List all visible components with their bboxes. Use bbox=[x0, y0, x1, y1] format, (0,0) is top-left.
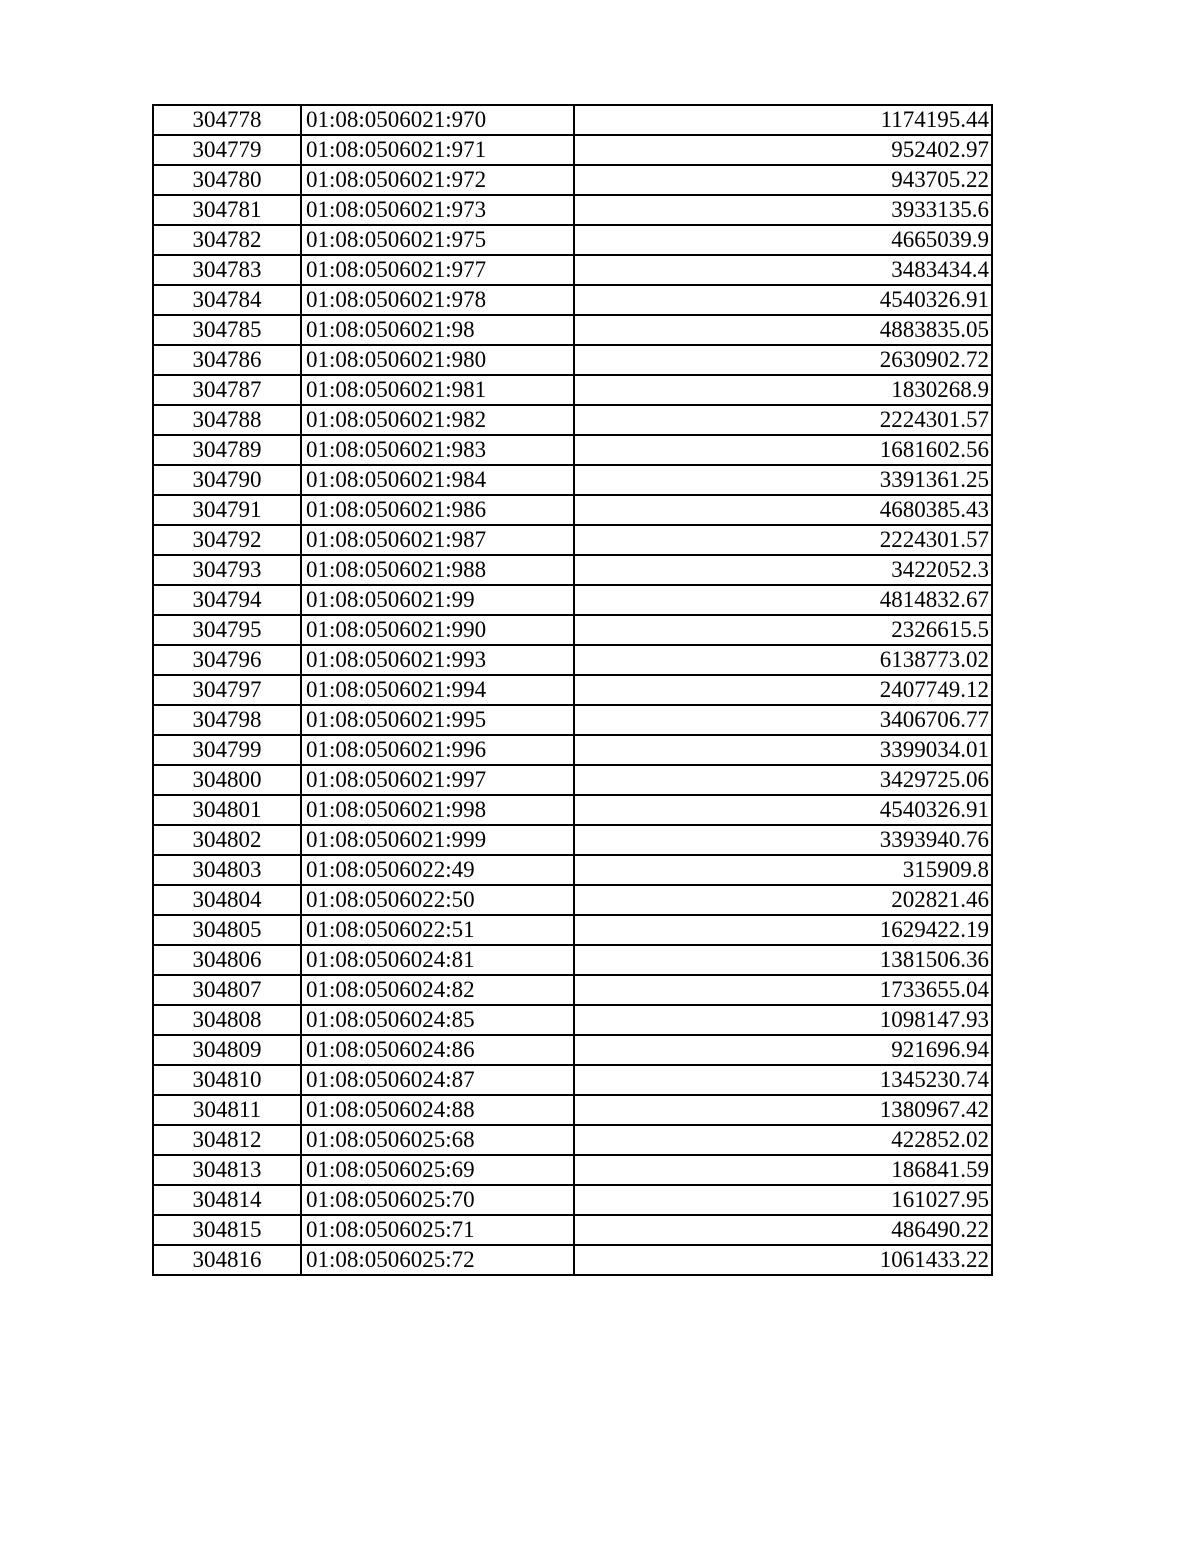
row-number-cell: 304804 bbox=[153, 885, 301, 915]
row-number-cell: 304786 bbox=[153, 345, 301, 375]
row-number-cell: 304784 bbox=[153, 285, 301, 315]
row-number-cell: 304812 bbox=[153, 1125, 301, 1155]
value-cell: 1381506.36 bbox=[574, 945, 992, 975]
table-row bbox=[153, 1005, 992, 1035]
cadastral-number-cell: 01:08:0506025:69 bbox=[301, 1155, 574, 1185]
value-cell: 1345230.74 bbox=[574, 1065, 992, 1095]
cadastral-number-cell: 01:08:0506024:82 bbox=[301, 975, 574, 1005]
value-cell: 1380967.42 bbox=[574, 1095, 992, 1125]
table-row bbox=[153, 1125, 992, 1155]
table-row bbox=[153, 585, 992, 615]
value-cell: 315909.8 bbox=[574, 855, 992, 885]
row-number-cell: 304781 bbox=[153, 195, 301, 225]
table-row bbox=[153, 555, 992, 585]
value-cell: 943705.22 bbox=[574, 165, 992, 195]
cadastral-number-cell: 01:08:0506021:988 bbox=[301, 555, 574, 585]
cadastral-number-cell: 01:08:0506021:990 bbox=[301, 615, 574, 645]
value-cell: 2326615.5 bbox=[574, 615, 992, 645]
cadastral-number-cell: 01:08:0506025:70 bbox=[301, 1185, 574, 1215]
table-row bbox=[153, 1065, 992, 1095]
table-row bbox=[153, 525, 992, 555]
row-number-cell: 304778 bbox=[153, 105, 301, 135]
value-cell: 4540326.91 bbox=[574, 285, 992, 315]
value-cell: 2224301.57 bbox=[574, 405, 992, 435]
table-body bbox=[153, 105, 992, 1275]
row-number-cell: 304785 bbox=[153, 315, 301, 345]
row-number-cell: 304792 bbox=[153, 525, 301, 555]
value-cell: 1174195.44 bbox=[574, 105, 992, 135]
row-number-cell: 304802 bbox=[153, 825, 301, 855]
value-cell: 1681602.56 bbox=[574, 435, 992, 465]
cadastral-number-cell: 01:08:0506021:977 bbox=[301, 255, 574, 285]
value-cell: 1098147.93 bbox=[574, 1005, 992, 1035]
row-number-cell: 304790 bbox=[153, 465, 301, 495]
row-number-cell: 304815 bbox=[153, 1215, 301, 1245]
table-row bbox=[153, 705, 992, 735]
row-number-cell: 304794 bbox=[153, 585, 301, 615]
cadastral-number-cell: 01:08:0506021:997 bbox=[301, 765, 574, 795]
row-number-cell: 304788 bbox=[153, 405, 301, 435]
table-row bbox=[153, 255, 992, 285]
cadastral-number-cell: 01:08:0506021:993 bbox=[301, 645, 574, 675]
cadastral-number-cell: 01:08:0506021:998 bbox=[301, 795, 574, 825]
cadastral-number-cell: 01:08:0506021:970 bbox=[301, 105, 574, 135]
table-row bbox=[153, 465, 992, 495]
row-number-cell: 304796 bbox=[153, 645, 301, 675]
row-number-cell: 304799 bbox=[153, 735, 301, 765]
cadastral-number-cell: 01:08:0506021:972 bbox=[301, 165, 574, 195]
row-number-cell: 304793 bbox=[153, 555, 301, 585]
cadastral-number-cell: 01:08:0506021:973 bbox=[301, 195, 574, 225]
cadastral-number-cell: 01:08:0506021:999 bbox=[301, 825, 574, 855]
row-number-cell: 304791 bbox=[153, 495, 301, 525]
data-table bbox=[152, 104, 993, 1276]
cadastral-number-cell: 01:08:0506021:98 bbox=[301, 315, 574, 345]
row-number-cell: 304806 bbox=[153, 945, 301, 975]
value-cell: 422852.02 bbox=[574, 1125, 992, 1155]
value-cell: 202821.46 bbox=[574, 885, 992, 915]
value-cell: 161027.95 bbox=[574, 1185, 992, 1215]
cadastral-number-cell: 01:08:0506022:51 bbox=[301, 915, 574, 945]
table-row bbox=[153, 495, 992, 525]
table-row bbox=[153, 915, 992, 945]
cadastral-number-cell: 01:08:0506021:978 bbox=[301, 285, 574, 315]
table-row bbox=[153, 765, 992, 795]
cadastral-number-cell: 01:08:0506021:995 bbox=[301, 705, 574, 735]
table-row bbox=[153, 135, 992, 165]
table-row bbox=[153, 615, 992, 645]
cadastral-number-cell: 01:08:0506021:975 bbox=[301, 225, 574, 255]
table-row bbox=[153, 945, 992, 975]
cadastral-number-cell: 01:08:0506021:984 bbox=[301, 465, 574, 495]
cadastral-number-cell: 01:08:0506024:81 bbox=[301, 945, 574, 975]
table-row bbox=[153, 1155, 992, 1185]
table-row bbox=[153, 1245, 992, 1275]
value-cell: 2407749.12 bbox=[574, 675, 992, 705]
table-row bbox=[153, 885, 992, 915]
row-number-cell: 304797 bbox=[153, 675, 301, 705]
table-row bbox=[153, 825, 992, 855]
cadastral-number-cell: 01:08:0506024:86 bbox=[301, 1035, 574, 1065]
value-cell: 186841.59 bbox=[574, 1155, 992, 1185]
table-row bbox=[153, 855, 992, 885]
document-page bbox=[152, 104, 993, 1276]
row-number-cell: 304787 bbox=[153, 375, 301, 405]
cadastral-number-cell: 01:08:0506021:982 bbox=[301, 405, 574, 435]
table-row bbox=[153, 225, 992, 255]
cadastral-number-cell: 01:08:0506024:88 bbox=[301, 1095, 574, 1125]
table-row bbox=[153, 795, 992, 825]
value-cell: 2630902.72 bbox=[574, 345, 992, 375]
cadastral-number-cell: 01:08:0506024:87 bbox=[301, 1065, 574, 1095]
cadastral-number-cell: 01:08:0506021:981 bbox=[301, 375, 574, 405]
cadastral-number-cell: 01:08:0506021:996 bbox=[301, 735, 574, 765]
table-row bbox=[153, 165, 992, 195]
row-number-cell: 304808 bbox=[153, 1005, 301, 1035]
cadastral-number-cell: 01:08:0506021:971 bbox=[301, 135, 574, 165]
table-row bbox=[153, 375, 992, 405]
table-row bbox=[153, 195, 992, 225]
row-number-cell: 304805 bbox=[153, 915, 301, 945]
cadastral-number-cell: 01:08:0506021:99 bbox=[301, 585, 574, 615]
value-cell: 1830268.9 bbox=[574, 375, 992, 405]
value-cell: 1629422.19 bbox=[574, 915, 992, 945]
cadastral-number-cell: 01:08:0506021:994 bbox=[301, 675, 574, 705]
value-cell: 4540326.91 bbox=[574, 795, 992, 825]
row-number-cell: 304813 bbox=[153, 1155, 301, 1185]
cadastral-number-cell: 01:08:0506021:983 bbox=[301, 435, 574, 465]
table-row bbox=[153, 975, 992, 1005]
value-cell: 3399034.01 bbox=[574, 735, 992, 765]
table-row bbox=[153, 675, 992, 705]
cadastral-number-cell: 01:08:0506022:49 bbox=[301, 855, 574, 885]
table-row bbox=[153, 105, 992, 135]
value-cell: 952402.97 bbox=[574, 135, 992, 165]
row-number-cell: 304807 bbox=[153, 975, 301, 1005]
value-cell: 2224301.57 bbox=[574, 525, 992, 555]
value-cell: 3422052.3 bbox=[574, 555, 992, 585]
value-cell: 3933135.6 bbox=[574, 195, 992, 225]
row-number-cell: 304811 bbox=[153, 1095, 301, 1125]
row-number-cell: 304810 bbox=[153, 1065, 301, 1095]
table-row bbox=[153, 1185, 992, 1215]
value-cell: 3483434.4 bbox=[574, 255, 992, 285]
row-number-cell: 304780 bbox=[153, 165, 301, 195]
value-cell: 4665039.9 bbox=[574, 225, 992, 255]
value-cell: 921696.94 bbox=[574, 1035, 992, 1065]
value-cell: 4814832.67 bbox=[574, 585, 992, 615]
value-cell: 486490.22 bbox=[574, 1215, 992, 1245]
table-row bbox=[153, 285, 992, 315]
row-number-cell: 304803 bbox=[153, 855, 301, 885]
table-row bbox=[153, 1035, 992, 1065]
value-cell: 3406706.77 bbox=[574, 705, 992, 735]
row-number-cell: 304798 bbox=[153, 705, 301, 735]
cadastral-number-cell: 01:08:0506025:72 bbox=[301, 1245, 574, 1275]
table-row bbox=[153, 345, 992, 375]
table-row bbox=[153, 435, 992, 465]
value-cell: 3429725.06 bbox=[574, 765, 992, 795]
row-number-cell: 304779 bbox=[153, 135, 301, 165]
value-cell: 6138773.02 bbox=[574, 645, 992, 675]
row-number-cell: 304789 bbox=[153, 435, 301, 465]
value-cell: 4680385.43 bbox=[574, 495, 992, 525]
row-number-cell: 304783 bbox=[153, 255, 301, 285]
table-row bbox=[153, 405, 992, 435]
value-cell: 3393940.76 bbox=[574, 825, 992, 855]
row-number-cell: 304800 bbox=[153, 765, 301, 795]
value-cell: 4883835.05 bbox=[574, 315, 992, 345]
row-number-cell: 304795 bbox=[153, 615, 301, 645]
cadastral-number-cell: 01:08:0506021:980 bbox=[301, 345, 574, 375]
value-cell: 3391361.25 bbox=[574, 465, 992, 495]
row-number-cell: 304809 bbox=[153, 1035, 301, 1065]
value-cell: 1733655.04 bbox=[574, 975, 992, 1005]
table-row bbox=[153, 1215, 992, 1245]
row-number-cell: 304801 bbox=[153, 795, 301, 825]
cadastral-number-cell: 01:08:0506025:71 bbox=[301, 1215, 574, 1245]
table-row bbox=[153, 315, 992, 345]
cadastral-number-cell: 01:08:0506021:986 bbox=[301, 495, 574, 525]
table-row bbox=[153, 1095, 992, 1125]
table-row bbox=[153, 735, 992, 765]
cadastral-number-cell: 01:08:0506024:85 bbox=[301, 1005, 574, 1035]
cadastral-number-cell: 01:08:0506025:68 bbox=[301, 1125, 574, 1155]
cadastral-number-cell: 01:08:0506021:987 bbox=[301, 525, 574, 555]
table-row bbox=[153, 645, 992, 675]
row-number-cell: 304782 bbox=[153, 225, 301, 255]
row-number-cell: 304814 bbox=[153, 1185, 301, 1215]
row-number-cell: 304816 bbox=[153, 1245, 301, 1275]
cadastral-number-cell: 01:08:0506022:50 bbox=[301, 885, 574, 915]
value-cell: 1061433.22 bbox=[574, 1245, 992, 1275]
